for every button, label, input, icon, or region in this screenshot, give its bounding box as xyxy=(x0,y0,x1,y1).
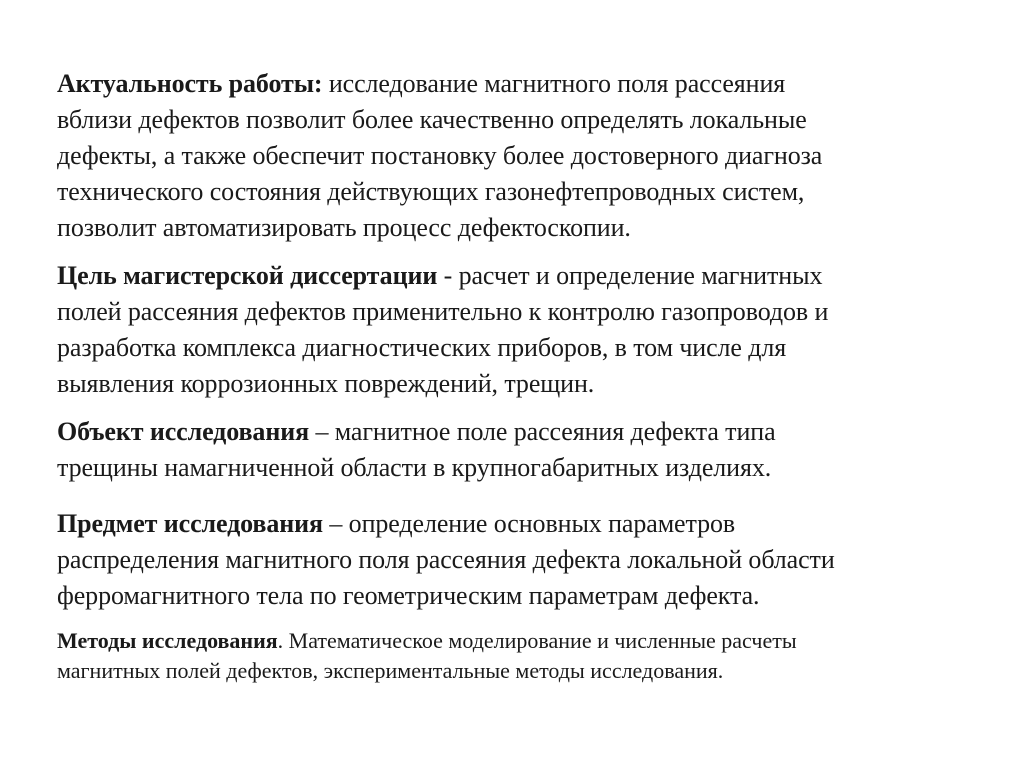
paragraph-line: дефекты, а также обеспечит постановку более достоверного диагноза xyxy=(57,141,823,170)
paragraph-line: трещины намагниченной области в крупногабаритных изделиях. xyxy=(57,453,772,482)
paragraph-line: разработка комплекса диагностических приборов, в том числе для xyxy=(57,333,787,362)
paragraph-goal xyxy=(57,258,957,402)
paragraph-heading: Методы исследования xyxy=(57,628,278,653)
paragraph-line: распределения магнитного поля рассеяния дефекта локальной области xyxy=(57,545,835,574)
paragraph-text: исследование магнитного поля рассеяния xyxy=(322,69,786,98)
paragraph-relevance xyxy=(57,66,957,246)
paragraph-line: полей рассеяния дефектов применительно к контролю газопроводов и xyxy=(57,297,829,326)
paragraph-line: выявления коррозионных повреждений, трещин. xyxy=(57,369,595,398)
paragraph-object xyxy=(57,414,957,486)
paragraph-line xyxy=(57,414,957,450)
paragraph-heading: Объект исследования xyxy=(57,417,310,446)
paragraph-line: вблизи дефектов позволит более качественно определять локальные xyxy=(57,105,807,134)
paragraph-line: ферромагнитного тела по геометрическим параметрам дефекта. xyxy=(57,581,760,610)
paragraph-subject xyxy=(57,506,957,614)
paragraph-heading: Цель магистерской диссертации xyxy=(57,261,438,290)
paragraph-text: – определение основных параметров xyxy=(322,509,736,538)
paragraph-line xyxy=(57,506,957,542)
paragraph-line xyxy=(57,626,957,656)
paragraph-heading: Актуальность работы: xyxy=(57,69,323,98)
paragraph-line: магнитных полей дефектов, экспериментальные методы исследования. xyxy=(57,658,724,683)
paragraph-line: позволит автоматизировать процесс дефектоскопии. xyxy=(57,213,631,242)
paragraph-text: - расчет и определение магнитных xyxy=(437,261,823,290)
paragraph-text: – магнитное поле рассеяния дефекта типа xyxy=(309,417,776,446)
paragraph-line xyxy=(57,258,957,294)
paragraph-text: . Математическое моделирование и численные расчеты xyxy=(277,628,797,653)
paragraph-line xyxy=(57,66,957,102)
paragraph-methods xyxy=(57,626,957,686)
paragraph-line: технического состояния действующих газонефтепроводных систем, xyxy=(57,177,805,206)
paragraph-heading: Предмет исследования xyxy=(57,509,323,538)
